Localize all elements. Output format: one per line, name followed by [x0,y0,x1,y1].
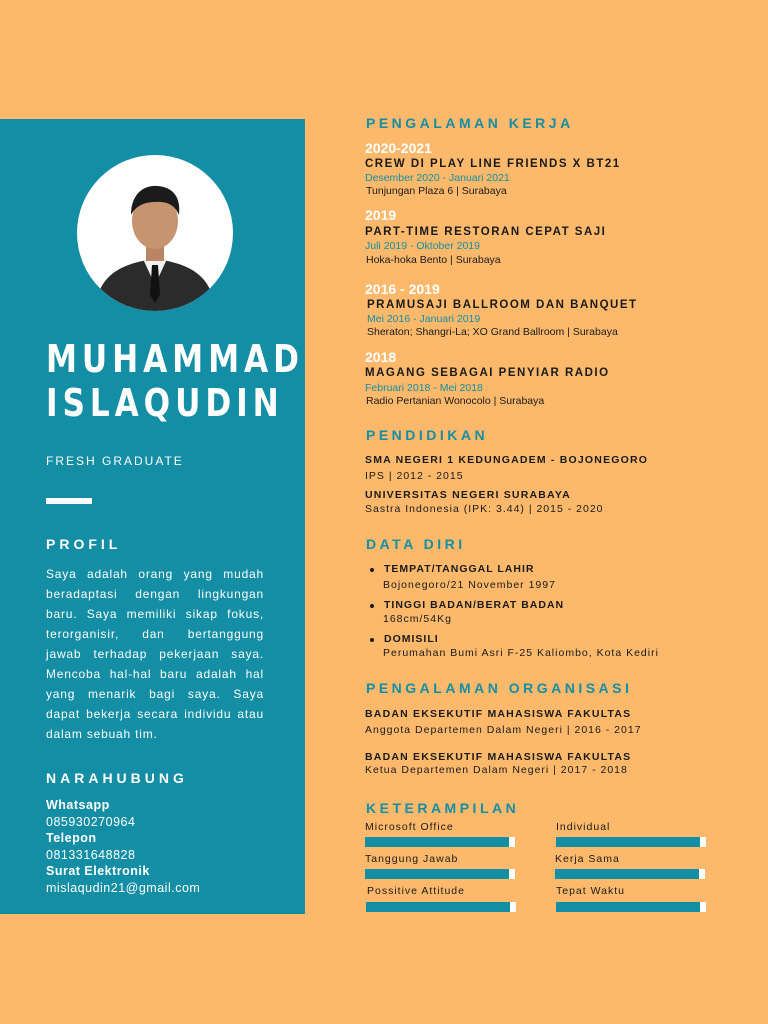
skill-bar-fill [556,902,700,912]
education-heading: PENDIDIKAN [366,427,489,443]
email-address: mislaqudin21@gmail.com [46,880,201,895]
experience-year: 2019 [365,207,397,223]
education-detail: Sastra Indonesia (IPK: 3.44) | 2015 - 2020 [365,503,604,515]
personal-label: TEMPAT/TANGGAL LAHIR [384,563,535,575]
personal-label: DOMISILI [384,633,439,645]
skill-bar [366,902,516,912]
experience-dates: Desember 2020 - Januari 2021 [365,172,510,184]
skill-bar [556,837,706,847]
bullet-icon [370,604,374,608]
skills-heading: KETERAMPILAN [366,800,520,816]
skill-bar [555,869,705,879]
profil-heading: PROFIL [46,536,122,552]
experience-dates: Mei 2016 - Januari 2019 [367,313,481,325]
experience-dates: Februari 2018 - Mei 2018 [365,382,483,394]
experience-year: 2016 - 2019 [365,281,440,297]
experience-place: Sheraton; Shangri-La; XO Grand Ballroom | Surabaya [367,326,618,338]
sidebar [0,119,305,914]
contact-heading: NARAHUBUNG [46,770,188,786]
telepon-label: Telepon [46,831,97,845]
full-name [46,337,304,425]
experience-year: 2020-2021 [365,140,432,156]
bullet-icon [370,638,374,642]
organization-detail: Anggota Departemen Dalam Negeri | 2016 - 2017 [365,724,642,736]
personal-value: 168cm/54Kg [383,613,452,625]
experience-place: Radio Pertanian Wonocolo | Surabaya [366,395,545,407]
whatsapp-label: Whatsapp [46,798,110,812]
profile-photo [77,155,233,311]
name-line-2: ISLAQUDIN [46,381,284,425]
skill-bar-fill [365,869,509,879]
divider [46,498,92,504]
education-school: SMA NEGERI 1 KEDUNGADEM - BOJONEGORO [365,454,649,466]
experience-title: PART-TIME RESTORAN CEPAT SAJI [365,226,607,238]
whatsapp-number: 085930270964 [46,814,136,829]
experience-heading: PENGALAMAN KERJA [366,115,574,131]
experience-place: Hoka-hoka Bento | Surabaya [366,254,501,266]
skill-name: Possitive Attitude [367,885,465,897]
education-school: UNIVERSITAS NEGERI SURABAYA [365,489,571,501]
experience-year: 2018 [365,349,397,365]
bullet-icon [370,568,374,572]
experience-title: CREW DI PLAY LINE FRIENDS X BT21 [365,158,621,170]
personal-heading: DATA DIRI [366,536,466,552]
skill-bar-fill [556,837,700,847]
personal-value: Bojonegoro/21 November 1997 [383,579,556,591]
organization-name: BADAN EKSEKUTIF MAHASISWA FAKULTAS [365,708,632,720]
organization-name: BADAN EKSEKUTIF MAHASISWA FAKULTAS [365,751,632,763]
skill-name: Microsoft Office [365,821,454,833]
personal-label: TINGGI BADAN/BERAT BADAN [384,599,565,611]
contact-list [46,797,200,896]
personal-value: Perumahan Bumi Asri F-25 Kaliombo, Kota Kediri [383,647,659,659]
name-line-1: MUHAMMAD [46,337,304,381]
skill-bar [365,869,515,879]
skill-bar-fill [366,902,510,912]
education-detail: IPS | 2012 - 2015 [365,470,464,482]
profil-text: Saya adalah orang yang mudah beradaptasi dengan lingkungan baru. Saya memiliki sikap fokus, terorganisir, dan bertanggung jawab terhadap pekerjaan saya. Mencoba hal-hal baru adalah hal yang menarik bagi saya. Saya dapat bekerja secara individu atau dalam sebuah tim. [46,567,264,741]
skill-bar [556,902,706,912]
experience-place: Tunjungan Plaza 6 | Surabaya [366,185,507,197]
telepon-number: 081331648828 [46,847,136,862]
skill-bar [365,837,515,847]
skill-name: Kerja Sama [555,853,620,865]
experience-title: PRAMUSAJI BALLROOM DAN BANQUET [367,299,638,311]
organization-detail: Ketua Departemen Dalam Negeri | 2017 - 2018 [365,764,628,776]
skill-name: Individual [556,821,611,833]
experience-dates: Juli 2019 - Oktober 2019 [365,240,480,252]
experience-title: MAGANG SEBAGAI PENYIAR RADIO [365,367,610,379]
organization-heading: PENGALAMAN ORGANISASI [366,680,633,696]
skill-name: Tanggung Jawab [365,853,459,865]
skill-name: Tepat Waktu [556,885,625,897]
skill-bar-fill [555,869,699,879]
skill-bar-fill [365,837,509,847]
email-label: Surat Elektronik [46,864,150,878]
job-role: FRESH GRADUATE [46,454,184,468]
